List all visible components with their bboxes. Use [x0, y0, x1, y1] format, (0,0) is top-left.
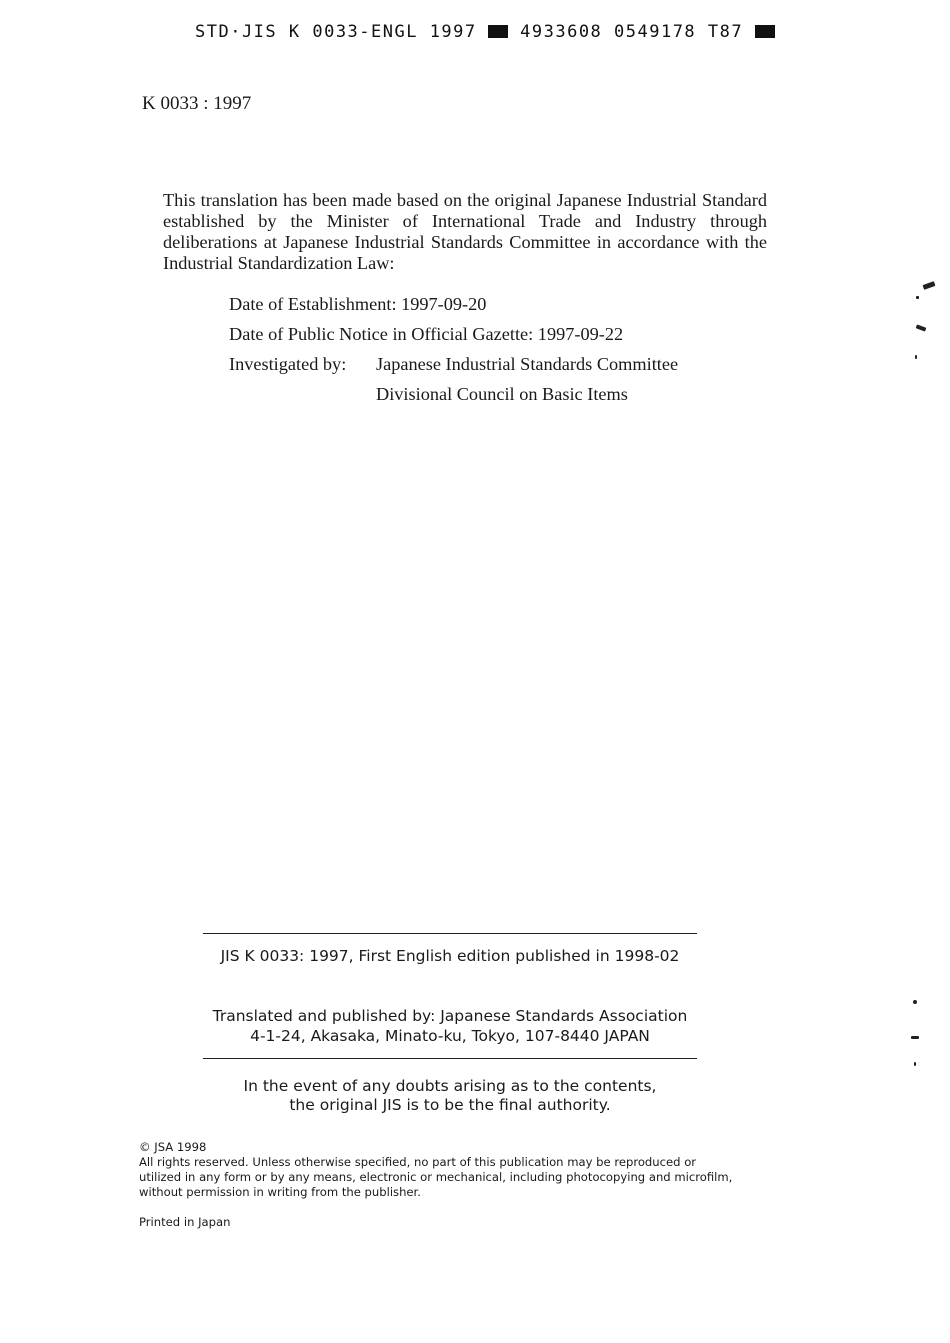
scan-mark [916, 324, 927, 331]
publisher-line2: 4-1-24, Akasaka, Minato-ku, Tokyo, 107-8440 JAPAN [250, 1027, 650, 1045]
investigated-by-line2: Divisional Council on Basic Items [376, 384, 628, 404]
scan-mark [923, 281, 936, 290]
copyright-line3: without permission in writing from the publisher. [139, 1185, 421, 1199]
top-rule [203, 933, 697, 934]
publisher-line1: Translated and published by: Japanese Standards Association [212, 1007, 688, 1025]
black-bar-icon [755, 25, 775, 38]
copyright-symbol-line: © JSA 1998 [139, 1140, 207, 1154]
document-id: K 0033 : 1997 [142, 93, 252, 114]
scan-mark [913, 1000, 917, 1004]
scan-mark [914, 1062, 916, 1066]
scan-mark [915, 355, 917, 359]
edition-line: JIS K 0033: 1997, First English edition published in 1998-02 [220, 947, 680, 965]
copyright-line1: All rights reserved. Unless otherwise specified, no part of this publication may be reproduced or [139, 1155, 697, 1169]
investigated-by-line1: Japanese Industrial Standards Committee [376, 354, 679, 374]
public-notice-date: Date of Public Notice in Official Gazette: 1997-09-22 [229, 324, 624, 344]
investigated-by-label: Investigated by: [229, 354, 347, 374]
establishment-date: Date of Establishment: 1997-09-20 [229, 294, 487, 314]
black-bar-icon [488, 25, 508, 38]
copyright-line2: utilized in any form or by any means, electronic or mechanical, including photocopying and microfilm, [139, 1170, 733, 1184]
doubts-line2: the original JIS is to be the final authority. [289, 1096, 611, 1114]
header-code-right-a: 4933608 0549178 [520, 22, 697, 42]
scan-mark [911, 1036, 919, 1039]
scan-mark [916, 296, 919, 299]
intro-paragraph: This translation has been made based on the original Japanese Industrial Standard established by the Minister of International Trade and Industry through deliberations at Japanese Industrial Standards Committee in accordance with the Industrial Standardization Law: [163, 190, 767, 273]
header-code-left: STD·JIS K 0033-ENGL 1997 [195, 22, 477, 42]
printed-in-japan: Printed in Japan [139, 1215, 231, 1229]
document-header-code [195, 22, 775, 42]
header-code-right-b: T87 [707, 22, 744, 42]
doubts-line1: In the event of any doubts arising as to the contents, [243, 1077, 657, 1095]
bottom-rule [203, 1058, 697, 1059]
